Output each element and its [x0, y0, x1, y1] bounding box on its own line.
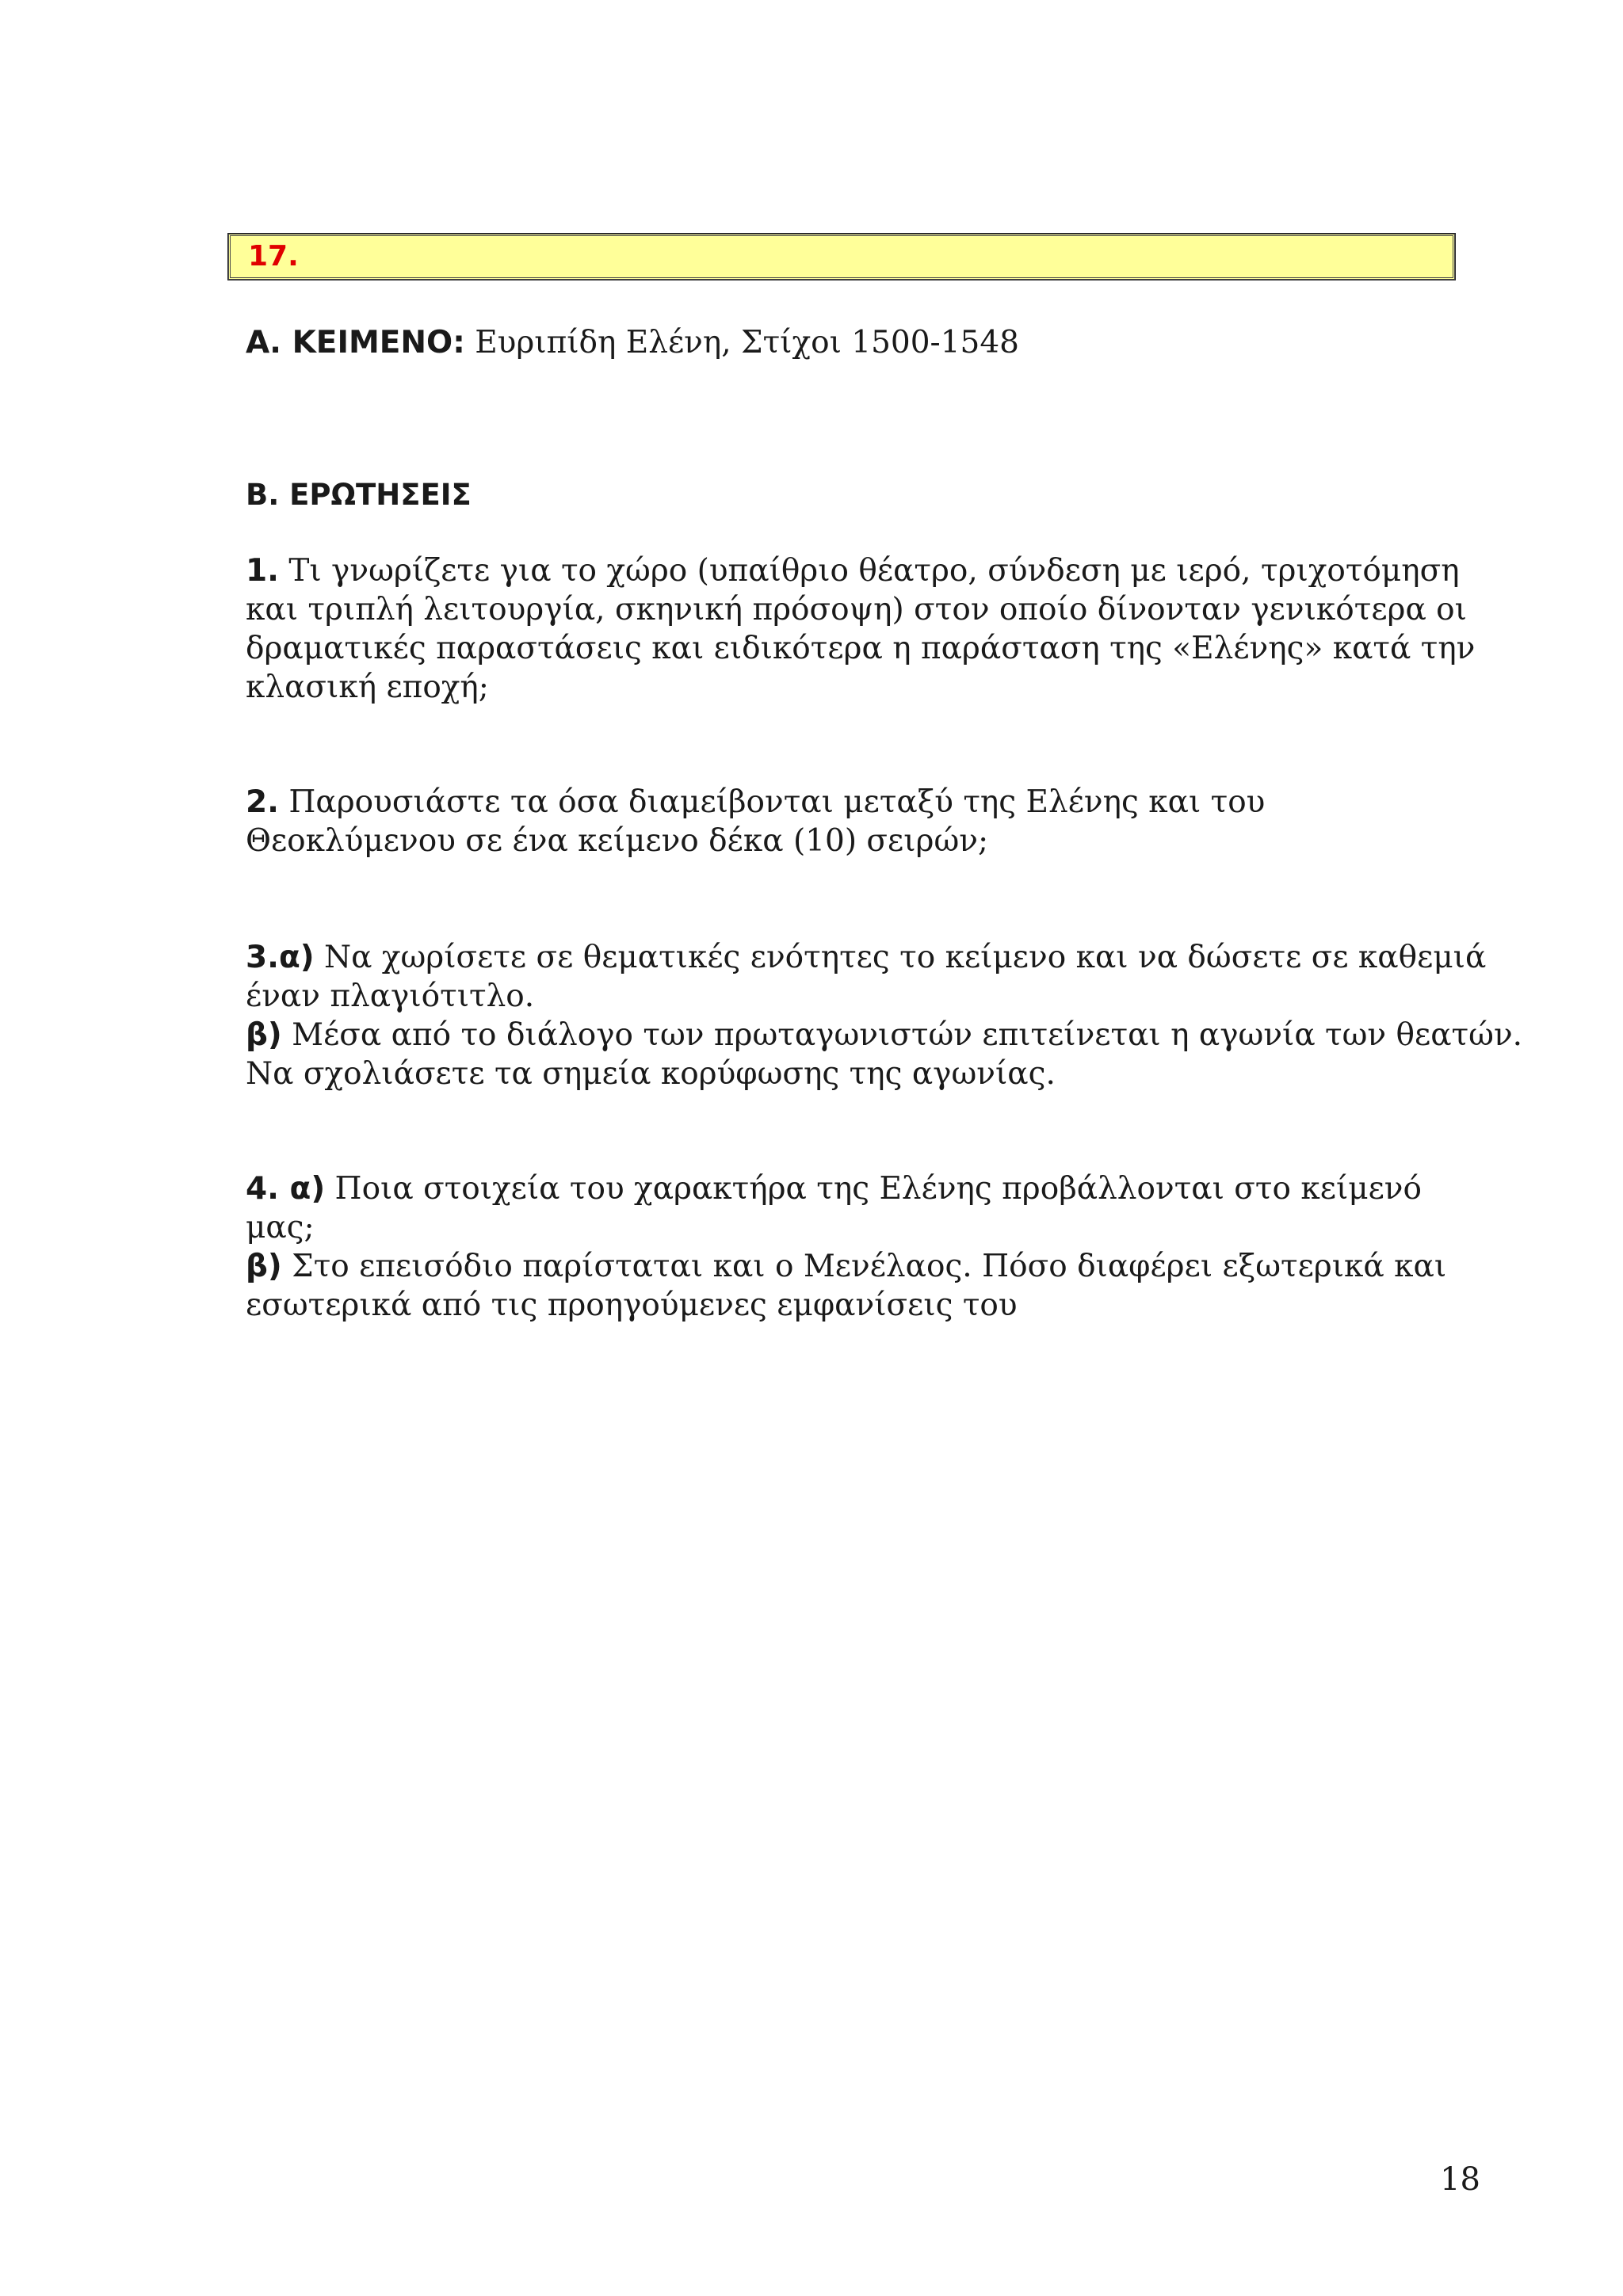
question-1-line: και τριπλή λειτουργία, σκηνική πρόσοψη) στον οποίο δίνονταν γενικότερα οι — [246, 592, 1467, 627]
question-1-line: κλασική εποχή; — [246, 669, 489, 705]
question-2-label: 2. — [246, 784, 279, 820]
question-4a-line: Ποια στοιχεία του χαρακτήρα της Ελένης προβάλλονται στο κείμενό — [325, 1171, 1422, 1207]
section-a-label: Α. ΚΕΙΜΕΝΟ: — [246, 325, 465, 360]
question-3a-line: έναν πλαγιότιτλο. — [246, 978, 535, 1014]
question-3b-label: β) — [246, 1017, 282, 1053]
exercise-number: 17. — [248, 240, 299, 273]
question-2-line: Παρουσιάστε τα όσα διαμείβονται μεταξύ της Ελένης και του — [278, 784, 1266, 820]
question-4a-line: μας; — [246, 1210, 315, 1245]
question-2-line: Θεοκλύμενου σε ένα κείμενο δέκα (10) σειρών; — [246, 823, 989, 859]
question-1-label: 1. — [246, 553, 279, 589]
questions-heading: Β. ΕΡΩΤΗΣΕΙΣ — [246, 478, 472, 512]
question-4 — [246, 1169, 1466, 1325]
question-4b-line: εσωτερικά από τις προηγούμενες εμφανίσεις του — [246, 1287, 1018, 1323]
question-4b-label: β) — [246, 1249, 282, 1284]
section-a-text — [246, 323, 1466, 362]
question-1-line: δραματικές παραστάσεις και ειδικότερα η παράσταση της «Ελένης» κατά την — [246, 631, 1476, 666]
question-3 — [246, 938, 1523, 1093]
page-number: 18 — [1440, 2161, 1480, 2198]
question-1 — [246, 551, 1476, 707]
section-a-value: Ευριπίδη Ελένη, Στίχοι 1500-1548 — [464, 325, 1019, 360]
question-3b-line: Να σχολιάσετε τα σημεία κορύφωσης της αγωνίας. — [246, 1056, 1056, 1092]
exercise-header-box — [228, 234, 1455, 280]
question-4a-label: 4. α) — [246, 1171, 326, 1207]
section-b-heading — [246, 475, 1466, 514]
question-3a-label: 3.α) — [246, 940, 315, 975]
question-2 — [246, 783, 1466, 860]
question-1-line: Τι γνωρίζετε για το χώρο (υπαίθριο θέατρο, σύνδεση με ιερό, τριχοτόμηση — [278, 553, 1460, 589]
question-4b-line: Στο επεισόδιο παρίσταται και ο Μενέλαος. Πόσο διαφέρει εξωτερικά και — [281, 1249, 1447, 1284]
question-3b-line: Μέσα από το διάλογο των πρωταγωνιστών επιτείνεται η αγωνία των θεατών. — [281, 1017, 1523, 1053]
question-3a-line: Να χωρίσετε σε θεματικές ενότητες το κείμενο και να δώσετε σε καθεμιά — [314, 940, 1487, 975]
